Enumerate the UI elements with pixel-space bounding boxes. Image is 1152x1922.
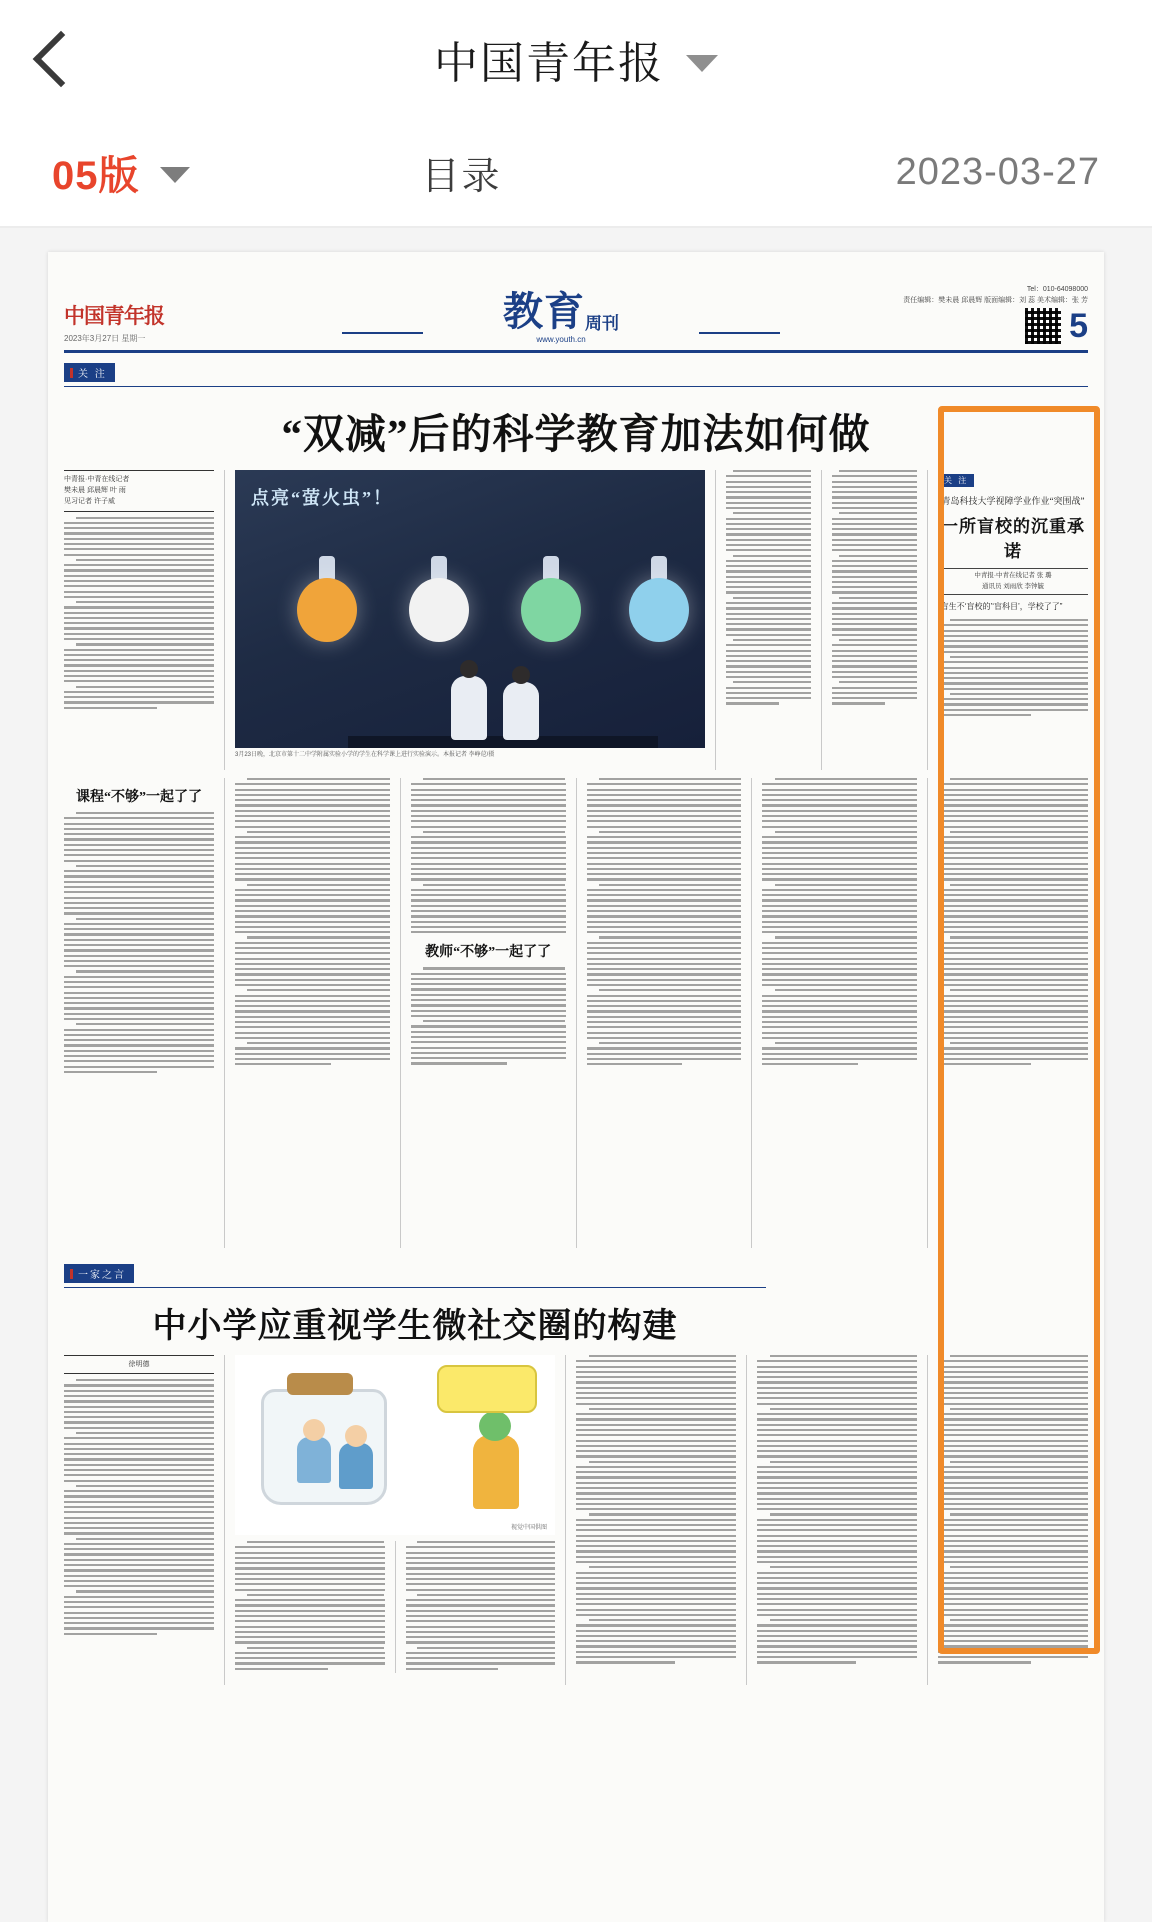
highlight-continued-2[interactable] <box>938 1355 1088 1667</box>
column-divider <box>395 1541 396 1673</box>
cartoon-credit: 视觉中国供图 <box>510 1525 547 1531</box>
body-text <box>938 778 1088 1065</box>
body-text <box>576 1355 736 1664</box>
article-grid-bottom <box>64 1355 1088 1685</box>
person-left <box>451 676 487 740</box>
section-tag-attention <box>64 353 1088 382</box>
edition-selector[interactable] <box>52 144 190 201</box>
qr-code-icon <box>1025 308 1061 344</box>
nav-title-group <box>0 27 1152 91</box>
child-figure-1 <box>297 1437 331 1483</box>
highlight-byline-2: 通讯员 刘雨欣 李钟毓 <box>981 582 1045 590</box>
top-nav-bar <box>0 0 1152 118</box>
mid-column-2 <box>235 778 390 1068</box>
cartoon-sub-col-1 <box>235 1541 385 1673</box>
bulb-green <box>521 578 581 642</box>
masthead-date: 2023年3月27日 星期一 <box>64 334 146 343</box>
byline-author: 徐明德 <box>128 1361 150 1368</box>
body-text <box>757 1355 917 1664</box>
photo-overlay-title: 点亮“萤火虫”！ <box>251 488 393 508</box>
cartoon-block <box>235 1355 555 1673</box>
edition-label: 05版 <box>52 153 140 198</box>
supplement-title-small: 周刊 <box>585 314 619 333</box>
column-divider <box>400 778 401 1248</box>
mid-column-1 <box>64 778 214 1076</box>
body-text <box>587 778 742 1065</box>
mid-column-5 <box>762 778 917 1068</box>
column-divider <box>224 1355 225 1685</box>
column-divider <box>746 1355 747 1685</box>
bulb-white <box>409 578 469 642</box>
back-button[interactable] <box>0 0 110 118</box>
subhead-1: 课程“不够”一起了了 <box>76 790 202 805</box>
body-text <box>411 778 566 933</box>
cartoon-sub-col-2 <box>406 1541 556 1673</box>
mid-column-3 <box>411 778 566 1068</box>
section-tag-label: 一家之言 <box>64 1264 134 1283</box>
headline-secondary[interactable]: 中小学应重视学生微社交圈的构建 <box>152 1308 678 1345</box>
section-rule <box>64 386 1088 387</box>
bottom-column-4 <box>757 1355 917 1667</box>
section-tag-label: 关 注 <box>64 363 115 382</box>
highlight-tag-label: 关 注 <box>938 474 974 487</box>
highlight-lead: “盲生不‘盲校的’‘盲科目’，学校了了” <box>938 602 1063 612</box>
page-number: 5 <box>1069 307 1088 345</box>
cartoon-below-columns <box>235 1541 555 1673</box>
body-text <box>235 778 390 1065</box>
article-column-1 <box>64 470 214 712</box>
stage-photo[interactable] <box>235 470 705 748</box>
mid-column-4 <box>587 778 742 1068</box>
column-divider <box>927 470 928 770</box>
highlight-section-tag <box>938 470 1088 488</box>
body-text <box>235 1541 385 1670</box>
chevron-down-icon <box>160 167 190 183</box>
edition-toolbar <box>0 118 1152 228</box>
cartoon-illustration[interactable] <box>235 1355 555 1535</box>
byline-line-2: 樊未晨 邱晨辉 叶 雨 <box>64 487 126 495</box>
column-divider <box>751 778 752 1248</box>
body-text <box>64 517 214 709</box>
supplement-url: www.youth.cn <box>536 335 586 344</box>
highlight-continued-1[interactable] <box>938 778 1088 1068</box>
body-text <box>726 470 811 705</box>
byline-line-1: 中青报·中青在线记者 <box>64 476 130 483</box>
bottom-column-1 <box>64 1355 214 1638</box>
masthead-right <box>788 285 1088 344</box>
body-text <box>64 1379 214 1635</box>
column-divider <box>224 470 225 770</box>
masthead-editors: 责任编辑：樊未晨 邱晨辉 版面编辑：刘 蕊 美术编辑：张 芳 <box>903 296 1088 304</box>
body-text <box>406 1541 556 1670</box>
column-divider <box>576 778 577 1248</box>
article-grid-middle <box>64 778 1088 1248</box>
masthead-rule-left <box>342 332 423 334</box>
masthead-center <box>431 292 691 344</box>
child-figure-2 <box>339 1443 373 1489</box>
newspaper-page[interactable] <box>48 252 1104 1922</box>
body-text <box>411 967 566 1064</box>
photo-caption: 3月23日晚，北京市第十二中学附属实验小学的学生在科学课上进行实验演示。本报记者 李峥苨/摄 <box>235 752 495 758</box>
byline-line-3: 见习记者 许子威 <box>64 498 115 506</box>
highlighted-article[interactable] <box>938 470 1088 719</box>
page-title: 中国青年报 <box>434 39 664 88</box>
byline <box>64 1355 214 1374</box>
column-divider <box>927 1355 928 1685</box>
chevron-down-icon[interactable] <box>686 55 718 72</box>
article-grid-top <box>64 470 1088 770</box>
masthead-left <box>64 300 334 344</box>
column-divider <box>565 1355 566 1685</box>
body-text <box>832 470 917 705</box>
subhead-2: 教师“不够”一起了了 <box>425 945 552 961</box>
highlight-byline <box>938 568 1088 595</box>
column-divider <box>927 778 928 1248</box>
publication-date[interactable]: 2023-03-27 <box>895 150 1100 193</box>
supplement-title-main: 教育 <box>503 290 585 334</box>
bulb-orange <box>297 578 357 642</box>
highlight-kicker: 青岛科技大学视障学业作业“突围战” <box>941 496 1085 506</box>
column-divider <box>821 470 822 770</box>
column-divider <box>224 778 225 1248</box>
catalog-button[interactable]: 目录 <box>421 155 502 198</box>
newspaper-logo: 中国青年报 <box>64 305 164 328</box>
adult-figure <box>473 1435 519 1509</box>
bottom-column-3 <box>576 1355 736 1667</box>
back-chevron-icon <box>33 31 90 88</box>
article-grid-bottom-head <box>64 1254 1088 1355</box>
body-text <box>762 778 917 1065</box>
body-text <box>64 812 214 1073</box>
article-photo-block <box>235 470 705 760</box>
headline-primary[interactable]: “双减”后的科学教育加法如何做 <box>281 411 871 457</box>
masthead-rule-right <box>699 332 780 334</box>
byline <box>64 470 214 512</box>
article-column-5 <box>726 470 811 708</box>
section-tag-opinion <box>64 1254 766 1283</box>
highlight-title[interactable]: 一所盲校的沉重承诺 <box>941 517 1085 562</box>
masthead-phone: Tel：010-64098000 <box>1026 286 1088 293</box>
jar-lid <box>287 1373 353 1395</box>
speech-bubble <box>437 1365 537 1413</box>
person-right <box>503 682 539 740</box>
newspaper-viewer[interactable] <box>0 228 1152 1922</box>
section-rule <box>64 1287 766 1288</box>
article-column-6 <box>832 470 917 708</box>
highlight-byline-1: 中青报·中青在线记者 张 璐 <box>974 572 1052 580</box>
body-text <box>938 1355 1088 1664</box>
body-text <box>938 619 1088 716</box>
column-divider <box>715 470 716 770</box>
masthead <box>64 266 1088 353</box>
supplement-title <box>503 292 619 332</box>
bulb-blue <box>629 578 689 642</box>
